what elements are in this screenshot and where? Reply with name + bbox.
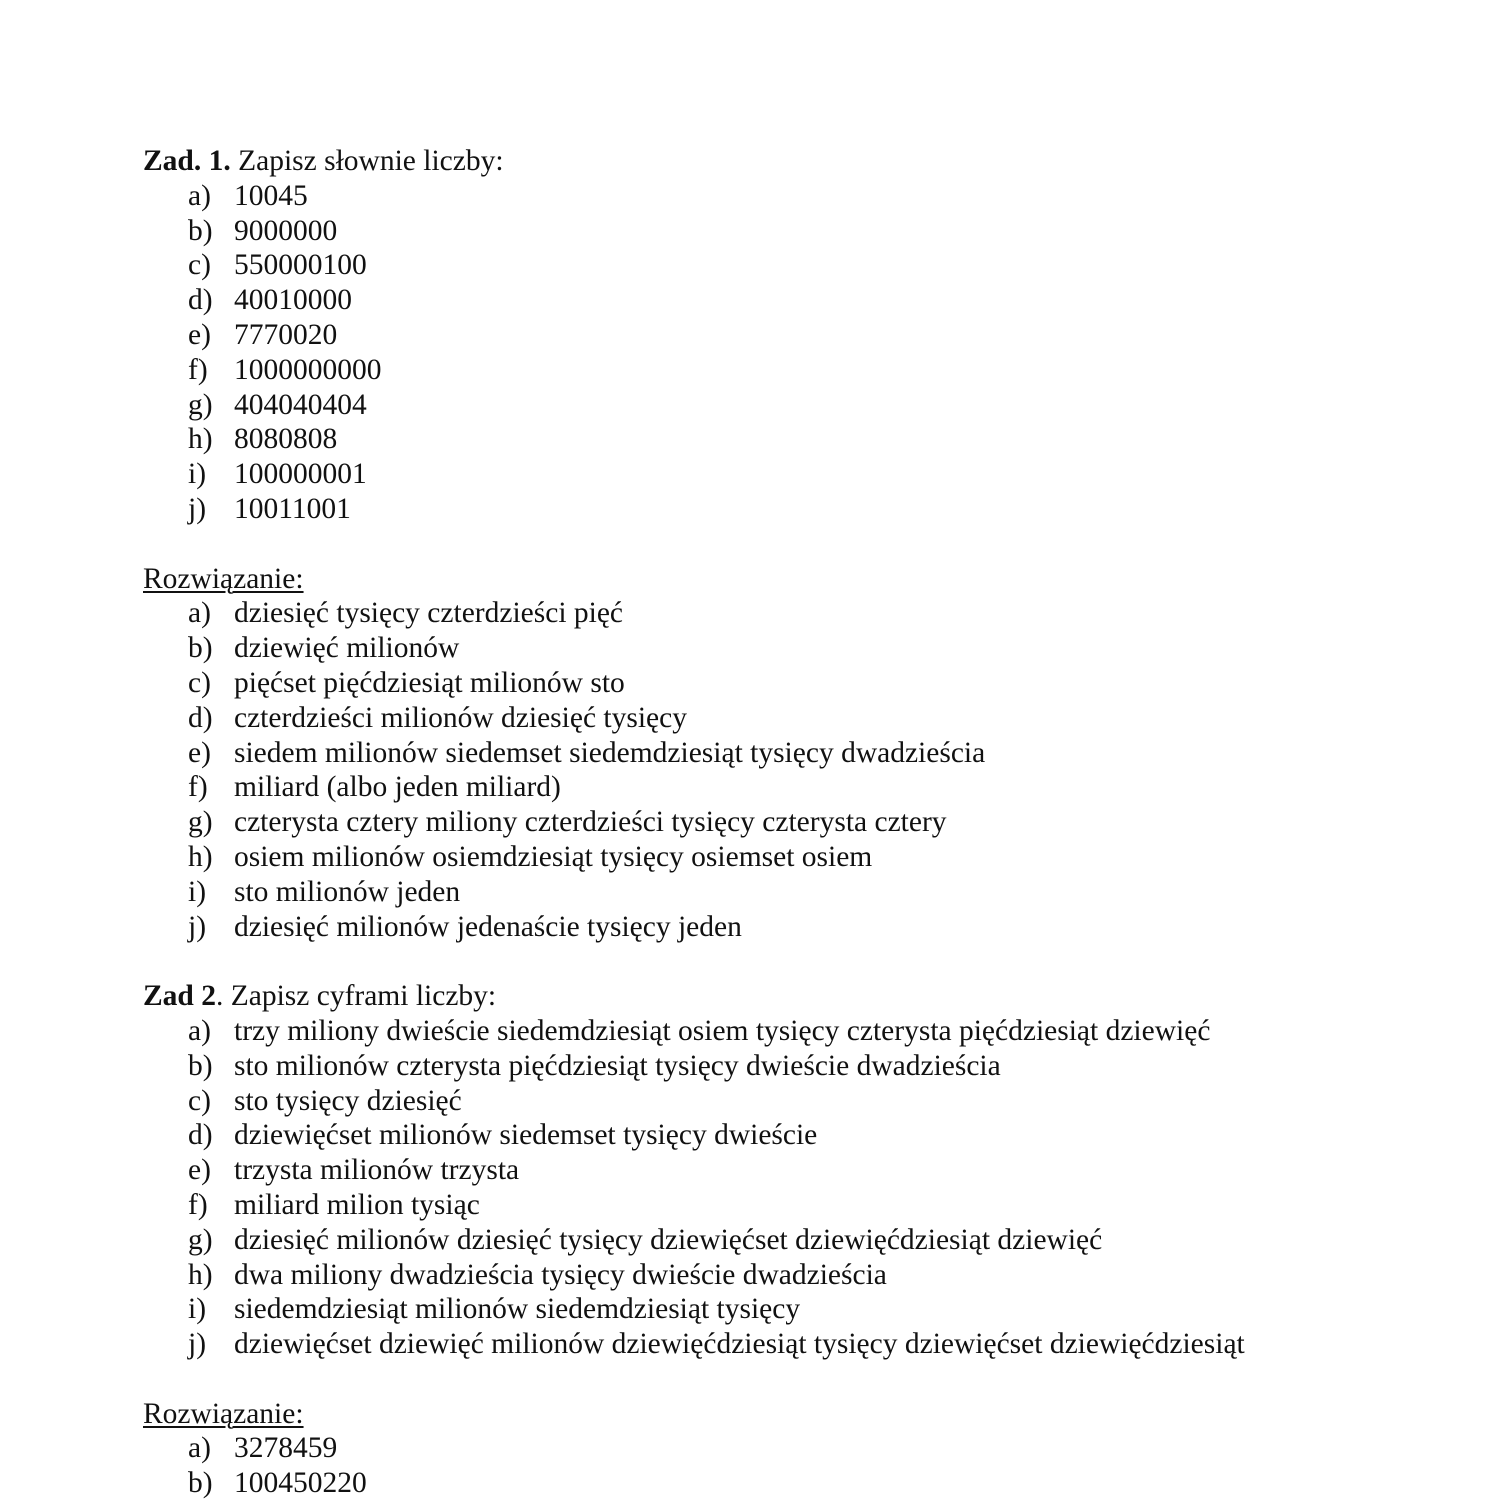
document-page <box>143 144 1393 1501</box>
item-text: sto milionów czterysta pięćdziesiąt tysięcy dwieście dwadzieścia <box>234 1049 1001 1082</box>
item-text: miliard milion tysiąc <box>234 1188 480 1221</box>
item-label: e) <box>188 318 211 351</box>
list-item <box>143 631 1393 666</box>
task1-heading <box>143 144 1393 179</box>
item-label: e) <box>188 736 211 769</box>
list-item <box>143 701 1393 736</box>
list-item <box>143 179 1393 214</box>
list-item <box>143 1084 1393 1119</box>
task2-solution-heading <box>143 1397 1393 1432</box>
list-item <box>143 1014 1393 1049</box>
list-item <box>143 1223 1393 1258</box>
item-label: h) <box>188 423 213 456</box>
item-label: g) <box>188 1223 213 1256</box>
list-item <box>143 1327 1393 1362</box>
list-item <box>143 492 1393 527</box>
item-label: h) <box>188 1258 213 1291</box>
list-item <box>143 318 1393 353</box>
item-text: siedemdziesiąt milionów siedemdziesiąt tysięcy <box>234 1293 801 1326</box>
list-item <box>143 1466 1393 1501</box>
item-label: d) <box>188 701 213 734</box>
item-text: trzy miliony dwieście siedemdziesiąt osiem tysięcy czterysta pięćdziesiąt dziewięć <box>234 1014 1211 1047</box>
item-label: f) <box>188 353 208 386</box>
item-text: 3278459 <box>234 1432 338 1465</box>
solution-heading-text: Rozwiązanie: <box>143 1397 304 1430</box>
item-text: 10045 <box>234 179 308 212</box>
item-text: 9000000 <box>234 214 338 247</box>
item-text: miliard (albo jeden miliard) <box>234 771 561 804</box>
item-label: a) <box>188 597 211 630</box>
task1-list <box>143 179 1393 527</box>
item-label: i) <box>188 458 207 491</box>
item-text: dziewięć milionów <box>234 632 460 665</box>
item-text: trzysta milionów trzysta <box>234 1154 520 1187</box>
list-item <box>143 910 1393 945</box>
item-text: osiem milionów osiemdziesiąt tysięcy osiemset osiem <box>234 840 873 873</box>
task2-solution-list <box>143 1431 1393 1501</box>
list-item <box>143 736 1393 771</box>
item-label: b) <box>188 632 213 665</box>
item-text: dziesięć milionów dziesięć tysięcy dziewięćset dziewięćdziesiąt dziewięć <box>234 1223 1103 1256</box>
item-text: 550000100 <box>234 249 367 282</box>
item-text: 7770020 <box>234 318 338 351</box>
list-item <box>143 666 1393 701</box>
item-label: j) <box>188 1328 207 1361</box>
task2-title-text: . Zapisz cyframi liczby: <box>215 980 497 1013</box>
item-text: czterysta cztery miliony czterdzieści tysięcy czterysta cztery <box>234 806 947 839</box>
item-text: dziewięćset dziewięć milionów dziewięćdziesiąt tysięcy dziewięćset dziewięćdziesiąt <box>234 1328 1245 1361</box>
item-label: a) <box>188 1432 211 1465</box>
list-item <box>143 283 1393 318</box>
list-item <box>143 353 1393 388</box>
item-label: f) <box>188 1188 208 1221</box>
list-item <box>143 422 1393 457</box>
item-label: d) <box>188 284 213 317</box>
list-item <box>143 1188 1393 1223</box>
item-text: 10011001 <box>234 492 351 525</box>
item-text: dziesięć milionów jedenaście tysięcy jeden <box>234 910 742 943</box>
list-item <box>143 1118 1393 1153</box>
item-label: j) <box>188 492 207 525</box>
item-text: dziewięćset milionów siedemset tysięcy dwieście <box>234 1119 818 1152</box>
list-item <box>143 1292 1393 1327</box>
item-label: c) <box>188 1084 211 1117</box>
list-item <box>143 248 1393 283</box>
task1-title-bold: Zad. 1. <box>143 145 231 177</box>
item-text: 1000000000 <box>234 353 382 386</box>
item-text: sto tysięcy dziesięć <box>234 1084 462 1117</box>
task1-solution-list <box>143 596 1393 944</box>
item-label: g) <box>188 806 213 839</box>
item-text: siedem milionów siedemset siedemdziesiąt tysięcy dwadzieścia <box>234 736 986 769</box>
item-label: e) <box>188 1154 211 1187</box>
solution-heading-text: Rozwiązanie: <box>143 562 304 595</box>
item-label: j) <box>188 910 207 943</box>
list-item <box>143 214 1393 249</box>
task1-solution-heading <box>143 562 1393 597</box>
task2-heading <box>143 979 1393 1014</box>
item-label: f) <box>188 771 208 804</box>
item-label: a) <box>188 1014 211 1047</box>
item-text: sto milionów jeden <box>234 875 461 908</box>
item-label: b) <box>188 1049 213 1082</box>
item-label: i) <box>188 875 207 908</box>
item-label: c) <box>188 666 211 699</box>
item-label: h) <box>188 840 213 873</box>
item-label: d) <box>188 1119 213 1152</box>
task2-title-bold: Zad 2 <box>143 980 216 1013</box>
item-label: b) <box>188 214 213 247</box>
task2-list <box>143 1014 1393 1362</box>
item-label: b) <box>188 1467 213 1500</box>
item-text: czterdzieści milionów dziesięć tysięcy <box>234 701 687 734</box>
item-label: g) <box>188 388 213 421</box>
item-label: i) <box>188 1293 207 1326</box>
task1-title-text: Zapisz słownie liczby: <box>230 145 504 177</box>
item-text: 8080808 <box>234 423 338 456</box>
list-item <box>143 457 1393 492</box>
item-text: 100000001 <box>234 458 367 491</box>
list-item <box>143 1049 1393 1084</box>
item-text: dwa miliony dwadzieścia tysięcy dwieście dwadzieścia <box>234 1258 887 1291</box>
item-text: 40010000 <box>234 284 352 317</box>
list-item <box>143 1431 1393 1466</box>
list-item <box>143 770 1393 805</box>
list-item <box>143 596 1393 631</box>
list-item <box>143 1153 1393 1188</box>
item-text: dziesięć tysięcy czterdzieści pięć <box>234 597 624 630</box>
item-text: 404040404 <box>234 388 367 421</box>
item-label: a) <box>188 179 211 212</box>
spacer <box>143 527 1393 562</box>
list-item <box>143 1258 1393 1293</box>
list-item <box>143 875 1393 910</box>
item-label: c) <box>188 249 211 282</box>
list-item <box>143 805 1393 840</box>
item-text: 100450220 <box>234 1467 367 1500</box>
list-item <box>143 840 1393 875</box>
item-text: pięćset pięćdziesiąt milionów sto <box>234 666 625 699</box>
list-item <box>143 388 1393 423</box>
spacer <box>143 944 1393 979</box>
spacer <box>143 1362 1393 1397</box>
